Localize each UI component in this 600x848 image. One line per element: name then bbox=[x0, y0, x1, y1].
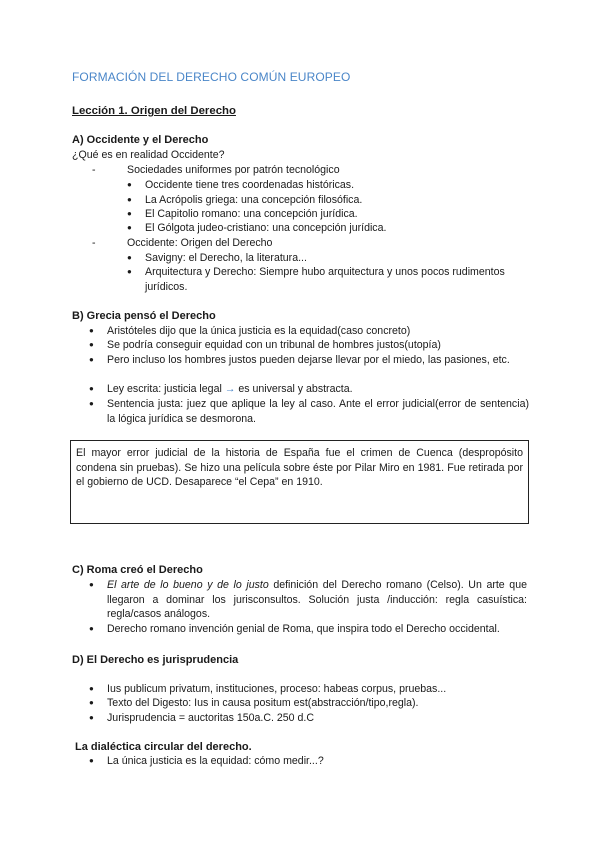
bullet-marker: ● bbox=[89, 326, 94, 335]
bullet-marker: ● bbox=[89, 698, 94, 707]
list-item-text: Texto del Digesto: Ius in causa positum est(abstracción/tipo,regla). bbox=[107, 697, 419, 709]
note-box bbox=[70, 440, 529, 524]
list-item-text: Jurisprudencia = auctoritas 150a.C. 250 d.C bbox=[107, 712, 314, 724]
section-a-question: ¿Qué es en realidad Occidente? bbox=[72, 149, 225, 161]
list-item-text: La única justicia es la equidad: cómo medir...? bbox=[107, 755, 324, 767]
bullet-marker: ● bbox=[127, 209, 132, 218]
arrow-icon: → bbox=[224, 383, 236, 395]
list-item-text: Se podría conseguir equidad con un tribunal de hombres justos(utopía) bbox=[107, 339, 441, 351]
document-title: FORMACIÓN DEL DERECHO COMÚN EUROPEO bbox=[72, 70, 351, 84]
list-item bbox=[89, 754, 529, 769]
list-item-text: Occidente tiene tres coordenadas históricas. bbox=[145, 179, 355, 191]
list-item-text: Ius publicum privatum, instituciones, proceso: habeas corpus, pruebas... bbox=[107, 683, 447, 695]
list-item bbox=[89, 397, 529, 426]
list-item bbox=[127, 207, 527, 222]
bullet-marker: ● bbox=[89, 340, 94, 349]
celso-definition: El arte de lo bueno y de lo justo bbox=[107, 579, 269, 591]
list-item bbox=[89, 578, 527, 622]
list-item bbox=[72, 163, 532, 178]
law-text-after: es universal y abstracta. bbox=[235, 383, 353, 395]
section-c-heading: C) Roma creó el Derecho bbox=[72, 564, 203, 576]
bullet-marker: ● bbox=[89, 684, 94, 693]
section-e-heading: La dialéctica circular del derecho. bbox=[75, 741, 252, 753]
list-item-text: Savigny: el Derecho, la literatura... bbox=[145, 252, 307, 264]
list-item bbox=[89, 696, 529, 711]
list-item bbox=[89, 338, 529, 353]
list-item bbox=[89, 711, 529, 726]
section-a-heading: A) Occidente y el Derecho bbox=[72, 134, 209, 146]
list-item-text: Occidente: Origen del Derecho bbox=[127, 237, 273, 249]
lesson-heading: Lección 1. Origen del Derecho bbox=[72, 105, 236, 117]
list-item-text: La Acrópolis griega: una concepción filosófica. bbox=[145, 194, 363, 206]
list-item-text: Sociedades uniformes por patrón tecnológico bbox=[127, 164, 340, 176]
list-item bbox=[72, 236, 532, 251]
list-item-text: Aristóteles dijo que la única justicia es la equidad(caso concreto) bbox=[107, 325, 411, 337]
list-item bbox=[127, 193, 527, 208]
list-item bbox=[127, 178, 527, 193]
list-item bbox=[127, 221, 527, 236]
note-box-text: El mayor error judicial de la historia de España fue el crimen de Cuenca (despropósito condena sin pruebas). Se hizo una película sobre éste por Pilar Miro en 1981. Fue retirada por el gobierno de UCD. Desaparece “el Cepa” en 1910. bbox=[76, 447, 523, 489]
list-item bbox=[127, 265, 532, 294]
bullet-marker: ● bbox=[89, 355, 94, 364]
dash-marker: - bbox=[92, 237, 96, 249]
list-item-text bbox=[107, 382, 529, 397]
bullet-marker: ● bbox=[89, 756, 94, 765]
law-text-before: Ley escrita: justicia legal bbox=[107, 383, 222, 395]
bullet-marker: ● bbox=[89, 713, 94, 722]
celso-rest: definición del Derecho romano (Celso). Un arte que llegaron a dominar los jurisconsultos. Solución justa /inducción: regla casuística: regla/casos análogos. bbox=[107, 579, 527, 621]
bullet-marker: ● bbox=[127, 267, 132, 276]
bullet-marker: ● bbox=[89, 384, 94, 393]
list-item bbox=[89, 353, 529, 368]
bullet-marker: ● bbox=[89, 399, 94, 408]
bullet-marker: ● bbox=[89, 624, 94, 633]
section-d-heading: D) El Derecho es jurisprudencia bbox=[72, 654, 239, 666]
list-item-text: Derecho romano invención genial de Roma, que inspira todo el Derecho occidental. bbox=[107, 623, 500, 635]
list-item bbox=[89, 382, 529, 397]
list-item-text: El Capitolio romano: una concepción jurídica. bbox=[145, 208, 358, 220]
bullet-marker: ● bbox=[127, 253, 132, 262]
list-item bbox=[89, 682, 529, 697]
list-item-text: Pero incluso los hombres justos pueden dejarse llevar por el miedo, las pasiones, etc. bbox=[107, 354, 510, 366]
section-b-heading: B) Grecia pensó el Derecho bbox=[72, 310, 216, 322]
list-item-text: El Gólgota judeo-cristiano: una concepción jurídica. bbox=[145, 222, 387, 234]
list-item-text: Sentencia justa: juez que aplique la ley al caso. Ante el error judicial(error de sentencia) la lógica jurídica se desmorona. bbox=[107, 398, 529, 425]
list-item-text bbox=[107, 578, 527, 622]
bullet-marker: ● bbox=[127, 195, 132, 204]
list-item bbox=[127, 251, 527, 266]
list-item bbox=[89, 622, 527, 637]
bullet-marker: ● bbox=[127, 223, 132, 232]
bullet-marker: ● bbox=[89, 580, 94, 589]
bullet-marker: ● bbox=[127, 180, 132, 189]
list-item-text: Arquitectura y Derecho: Siempre hubo arquitectura y unos pocos rudimentos jurídicos. bbox=[145, 266, 505, 293]
list-item bbox=[89, 324, 529, 339]
dash-marker: - bbox=[92, 164, 96, 176]
